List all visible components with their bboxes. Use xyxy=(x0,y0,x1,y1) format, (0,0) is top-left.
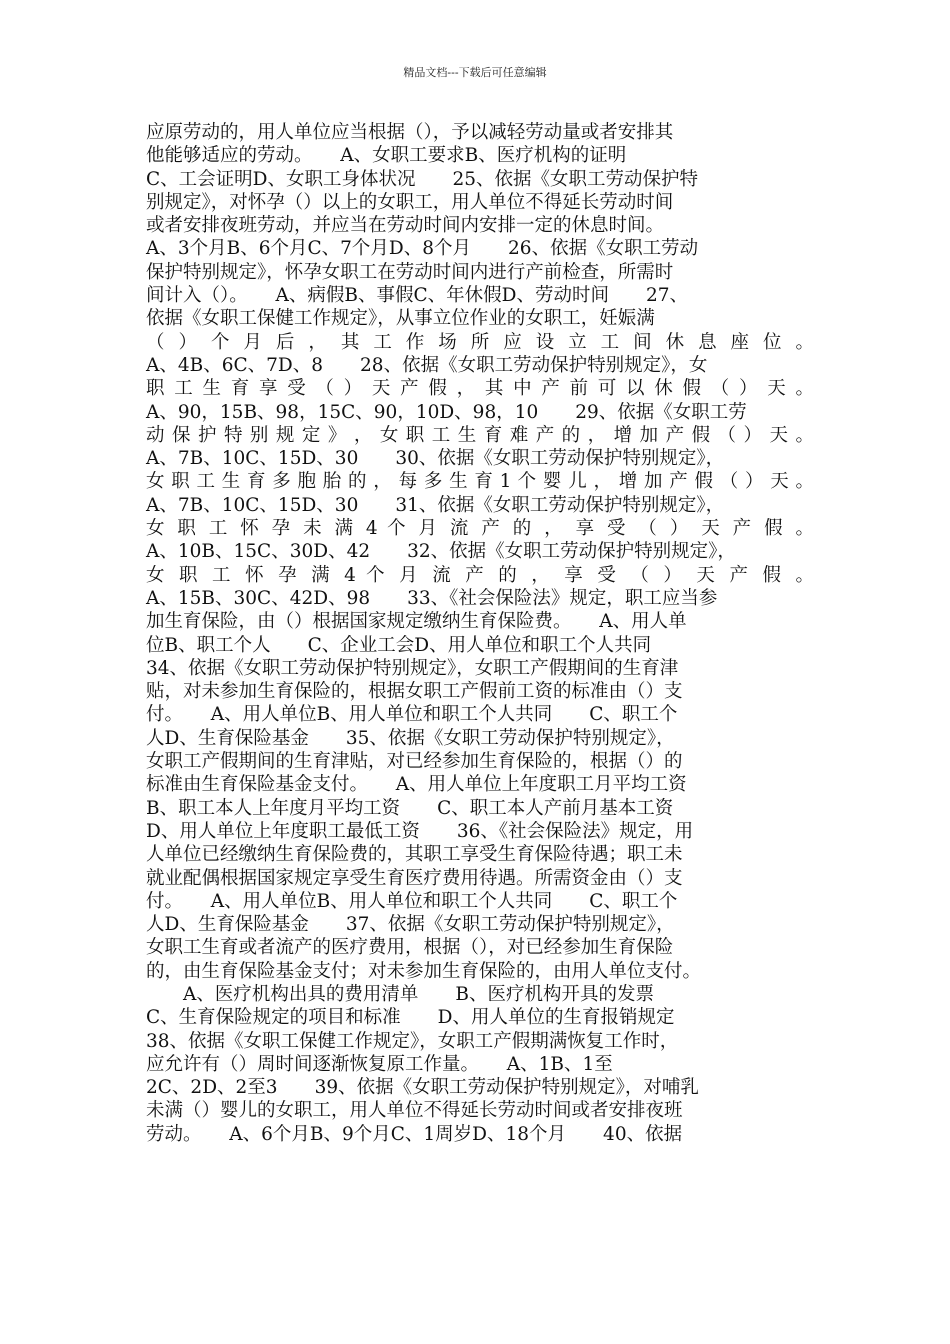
text-line: 女职工生育或者流产的医疗费用，根据（），对已经参加生育保险 xyxy=(146,937,674,959)
text-line: 的，由生育保险基金支付；对未参加生育保险的，由用人单位支付。 xyxy=(146,960,702,982)
text-line: 女职工产假期间的生育津贴，对已经参加生育保险的，根据（）的 xyxy=(146,751,683,773)
text-line: 职 工 生 育 享 受 （ ） 天 产 假 ， 其 中 产 前 可 以 休 假 （ ） 天 。 xyxy=(146,378,814,400)
text-line: 付。 A、用人单位B、用人单位和职工个人共同 C、职工个 xyxy=(146,890,678,912)
text-line: A、90，15B、98，15C、90，10D、98，10 29、依据《女职工劳 xyxy=(146,401,747,423)
document-body xyxy=(146,121,814,1146)
text-line: 位B、职工个人 C、企业工会D、用人单位和职工个人共同 xyxy=(146,634,652,656)
text-line: D、用人单位上年度职工最低工资 36、《社会保险法》规定，用 xyxy=(146,820,694,842)
text-line: 女 职 工 怀 孕 满 4 个 月 流 产 的 ， 享 受 （ ） 天 产 假 。 xyxy=(146,564,814,586)
text-line: 他能够适应的劳动。 A、女职工要求B、医疗机构的证明 xyxy=(146,145,627,167)
text-line: A、4B、6C、7D、8 28、依据《女职工劳动保护特别规定》，女 xyxy=(146,354,708,376)
text-line: （ ） 个 月 后 ， 其 工 作 场 所 应 设 立 工 间 休 息 座 位 。 xyxy=(146,331,814,353)
text-line: 劳动。 A、6个月B、9个月C、1周岁D、18个月 40、依据 xyxy=(146,1123,683,1145)
text-line: C、工会证明D、女职工身体状况 25、依据《女职工劳动保护特 xyxy=(146,168,699,190)
text-line: 人单位已经缴纳生育保险费的，其职工享受生育保险待遇；职工未 xyxy=(146,844,683,866)
text-line: 人D、生育保险基金 37、依据《女职工劳动保护特别规定》， xyxy=(146,914,675,936)
text-line: 2C、2D、2至3 39、依据《女职工劳动保护特别规定》，对哺乳 xyxy=(146,1077,699,1099)
text-line: A、7B、10C、15D、30 31、依据《女职工劳动保护特别规定》， xyxy=(146,494,725,516)
text-line: 38、依据《女职工保健工作规定》，女职工产假期满恢复工作时， xyxy=(146,1030,679,1052)
text-line: 标准由生育保险基金支付。 A、用人单位上年度职工月平均工资 xyxy=(146,774,687,796)
text-line: 依据《女职工保健工作规定》，从事立位作业的女职工，妊娠满 xyxy=(146,308,655,330)
text-line: 未满（）婴儿的女职工，用人单位不得延长劳动时间或者安排夜班 xyxy=(146,1100,683,1122)
page-header: 精品文档---下载后可任意编辑 xyxy=(403,66,547,79)
text-line: 间计入（）。 A、病假B、事假C、年休假D、劳动时间 27、 xyxy=(146,285,688,307)
text-line: 动 保 护 特 别 规 定 》 ， 女 职 工 生 育 难 产 的 ， 增 加 产 假 （ ） 天 。 xyxy=(146,424,814,446)
text-line: A、15B、30C、42D、98 33、《社会保险法》规定，职工应当参 xyxy=(146,587,718,609)
text-line: 加生育保险，由（）根据国家规定缴纳生育保险费。 A、用人单 xyxy=(146,611,687,633)
text-line: 贴，对未参加生育保险的，根据女职工产假前工资的标准由（）支 xyxy=(146,681,683,703)
text-line: 应原劳动的，用人单位应当根据（），予以减轻劳动量或者安排其 xyxy=(146,122,674,143)
text-line: 人D、生育保险基金 35、依据《女职工劳动保护特别规定》， xyxy=(146,727,675,749)
text-line: 付。 A、用人单位B、用人单位和职工个人共同 C、职工个 xyxy=(146,704,678,726)
text-line: A、医疗机构出具的费用清单 B、医疗机构开具的发票 xyxy=(146,983,654,1005)
text-line: A、10B、15C、30D、42 32、依据《女职工劳动保护特别规定》， xyxy=(146,541,736,563)
text-line: B、职工本人上年度月平均工资 C、职工本人产前月基本工资 xyxy=(146,797,674,819)
text-line: 应允许有（）周时间逐渐恢复原工作量。 A、1B、1至 xyxy=(146,1053,613,1075)
text-line: 别规定》，对怀孕（）以上的女职工，用人单位不得延长劳动时间 xyxy=(146,191,674,213)
text-line: 女 职 工 生 育 多 胞 胎 的 ， 每 多 生 育 1 个 婴 儿 ， 增 加 产 假 （ ） 天 。 xyxy=(146,471,814,493)
text-line: 就业配偶根据国家规定享受生育医疗费用待遇。所需资金由（）支 xyxy=(146,867,683,889)
text-line: A、3个月B、6个月C、7个月D、8个月 26、依据《女职工劳动 xyxy=(146,238,699,260)
text-line: 或者安排夜班劳动，并应当在劳动时间内安排一定的休息时间。 xyxy=(146,215,665,237)
text-line: C、生育保险规定的项目和标准 D、用人单位的生育报销规定 xyxy=(146,1007,675,1029)
text-line: 女 职 工 怀 孕 未 满 4 个 月 流 产 的 ， 享 受 （ ） 天 产 假 。 xyxy=(146,518,814,540)
text-line: 保护特别规定》，怀孕女职工在劳动时间内进行产前检查，所需时 xyxy=(146,261,674,283)
text-line: 34、依据《女职工劳动保护特别规定》，女职工产假期间的生育津 xyxy=(146,657,679,679)
text-line: A、7B、10C、15D、30 30、依据《女职工劳动保护特别规定》， xyxy=(146,448,725,470)
